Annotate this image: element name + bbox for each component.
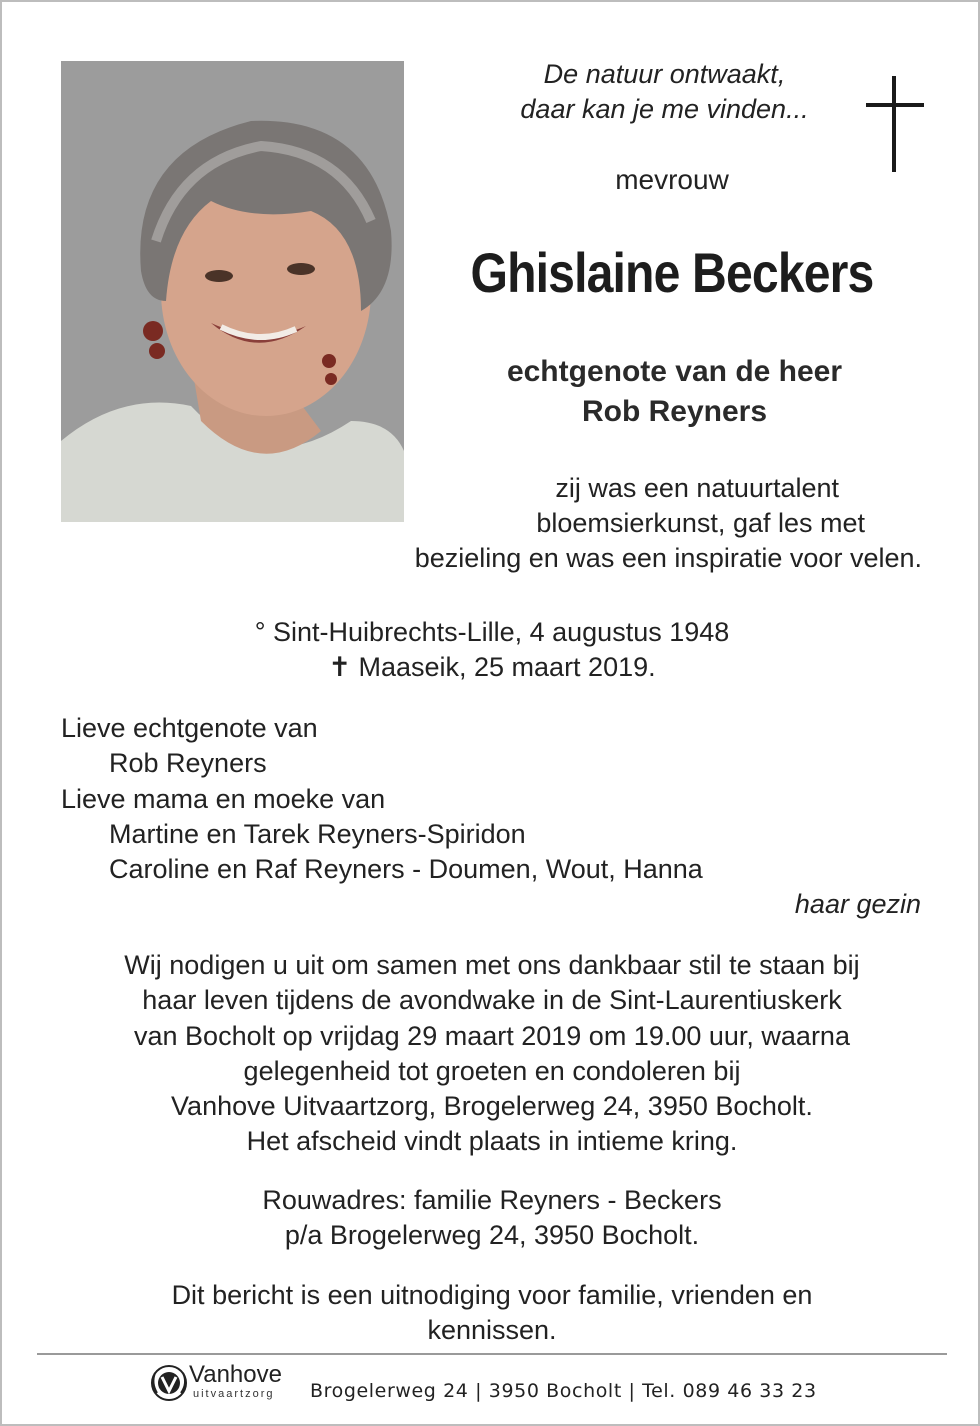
deceased-name: Ghislaine Beckers (470, 241, 874, 304)
invitation-line: Wij nodigen u uit om samen met ons dankbaar stil te staan bij (124, 950, 860, 980)
invitation-line: haar leven tijdens de avondwake in de Sint-Laurentiuskerk (142, 985, 842, 1016)
spouse-info (427, 352, 922, 432)
address-line: Rouwadres: familie Reyners - Beckers (262, 1185, 722, 1215)
description-line: zij was een natuurtalent (555, 473, 839, 503)
invitation-text (42, 948, 942, 1160)
invitation-line: van Bocholt op vrijdag 29 maart 2019 om 19.00 uur, waarna (134, 1020, 850, 1051)
motto-line: De natuur ontwaakt, (543, 59, 786, 89)
family-line: Rob Reyners (109, 748, 267, 779)
family-line: Martine en Tarek Reyners-Spiridon (109, 818, 526, 849)
description (332, 471, 922, 576)
cross-icon (866, 76, 924, 172)
family-list (61, 711, 921, 923)
motto-line: daar kan je me vinden... (520, 94, 809, 124)
mourning-address (42, 1183, 942, 1254)
footer-divider (37, 1353, 947, 1355)
invitation-line: Vanhove Uitvaartzorg, Brogelerweg 24, 3950 Bocholt. (171, 1091, 813, 1122)
family-line: Caroline en Raf Reyners - Doumen, Wout, Hanna (109, 854, 703, 885)
motto (427, 57, 927, 127)
family-signature: haar gezin (794, 889, 921, 920)
portrait-photo (61, 61, 404, 522)
invitation-line: Het afscheid vindt plaats in intieme kring. (246, 1126, 738, 1157)
salutation: mevrouw (615, 164, 729, 195)
closing-line: Dit bericht is een uitnodiging voor familie, vrienden en (171, 1280, 813, 1310)
spouse-name: Rob Reyners (581, 395, 768, 428)
family-line: Lieve mama en moeke van (61, 783, 386, 814)
closing-line: kennissen. (427, 1315, 557, 1346)
spouse-line: echtgenote van de heer (506, 355, 843, 388)
description-line: bezieling en was een inspiratie voor velen. (414, 543, 922, 573)
description-line: bloemsierkunst, gaf les met (536, 508, 865, 538)
footer (147, 1359, 847, 1409)
logo-name: Vanhove (189, 1361, 282, 1388)
footer-address: Brogelerweg 24 | 3950 Bocholt | Tel. 089 46 33 23 (310, 1380, 817, 1402)
closing-text (42, 1278, 942, 1349)
vanhove-logo (147, 1359, 307, 1409)
address-line: p/a Brogelerweg 24, 3950 Bocholt. (284, 1220, 700, 1251)
death-date: ✝ Maaseik, 25 maart 2019. (328, 652, 656, 682)
life-dates (112, 615, 872, 685)
invitation-line: gelegenheid tot groeten en condoleren bij (243, 1055, 741, 1086)
logo-subtitle: uitvaartzorg (193, 1388, 275, 1400)
family-line: Lieve echtgenote van (61, 713, 318, 743)
birth-date: ° Sint-Huibrechts-Lille, 4 augustus 1948 (254, 617, 730, 647)
